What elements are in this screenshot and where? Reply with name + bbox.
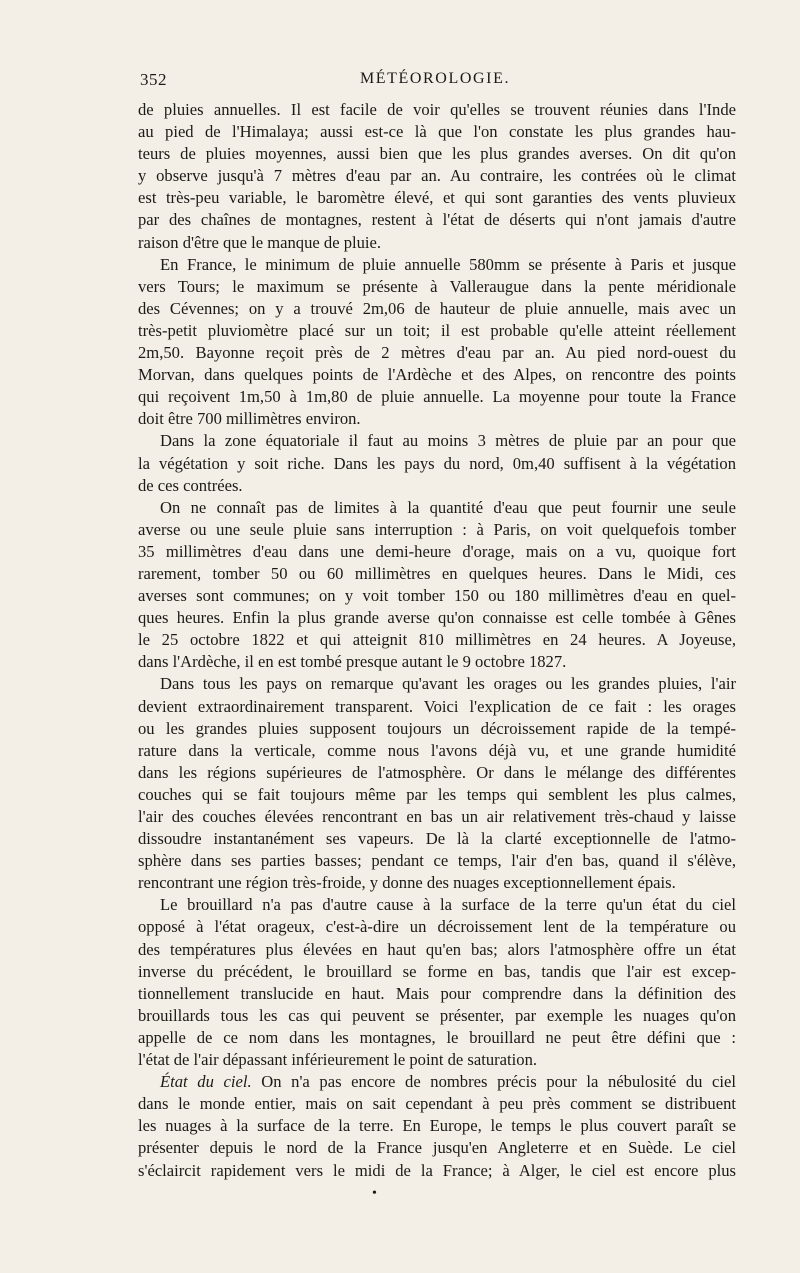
text-line: qui reçoivent 1m,50 à 1m,80 de pluie annuelle. La moyenne pour toute la France (138, 387, 736, 407)
text-line: l'air des couches élevées rencontrant en bas un air relativement très-chaud y laisse (138, 807, 736, 826)
text-line: présenter depuis le nord de la France jusqu'en Angleterre et en Suède. Le ciel (138, 1138, 736, 1158)
text-line: par des chaînes de montagnes, restent à l'état de déserts qui n'ont jamais d'autre (138, 210, 736, 230)
text-line: tionnellement translucide en haut. Mais pour comprendre dans la définition des (138, 983, 736, 1003)
text-line: de pluies annuelles. Il est facile de voir qu'elles se trouvent réunies dans l'Inde (138, 100, 736, 119)
text-line: doit être 700 millimètres environ. (138, 409, 361, 429)
text-line: Le brouillard n'a pas d'autre cause à la surface de la terre qu'un état du ciel (160, 895, 736, 915)
text-line: 2m,50. Bayonne reçoit près de 2 mètres d'eau par an. Au pied nord-ouest du (138, 343, 736, 363)
text-line: En France, le minimum de pluie annuelle 580mm se présente à Paris et jusque (160, 254, 736, 274)
text-line: raison d'être que le manque de pluie. (138, 232, 382, 252)
text-line: au pied de l'Himalaya; aussi est-ce là que l'on constate les plus grandes hau- (138, 122, 736, 142)
section-text: On n'a pas encore de nombres précis pour la nébulosité du ciel (251, 1072, 736, 1092)
text-line: averses sont communes; on y voit tomber 150 ou 180 millimètres d'eau en quel- (138, 586, 736, 606)
body-text (138, 99, 736, 1182)
text-line: ques heures. Enfin la plus grande averse qu'on connaisse est celle tombée à Gênes (138, 608, 736, 628)
text-line: On ne connaît pas de limites à la quantité d'eau que peut fournir une seule (160, 497, 736, 517)
text-line: rature dans la verticale, comme nous l'avons déjà vu, et une grande humidité (138, 740, 736, 760)
text-line: ou les grandes pluies supposent toujours un décroissement rapide de la tempé- (138, 718, 736, 738)
text-line: devient extraordinairement transparent. Voici l'explication de ce fait : les orages (138, 696, 736, 716)
text-line: appelle de ce nom dans les montagnes, le brouillard ne peut être défini que : (138, 1027, 736, 1047)
text-line: des températures plus élevées en haut qu'en bas; alors l'atmosphère offre un état (138, 939, 736, 959)
page-header (140, 70, 730, 96)
text-line: inverse du précédent, le brouillard se forme en bas, tandis que l'air est excep- (138, 961, 736, 981)
text-line: des Cévennes; on y a trouvé 2m,06 de hauteur de pluie annuelle, mais avec un (138, 298, 736, 318)
text-line: les nuages à la surface de la terre. En Europe, le temps le plus couvert paraît se (138, 1116, 736, 1136)
text-line: rarement, tomber 50 ou 60 millimètres en quelques heures. Dans le Midi, ces (138, 563, 736, 583)
text-line (138, 1071, 736, 1093)
page-number: 352 (140, 70, 167, 89)
text-line: y observe jusqu'à 7 mètres d'eau par an. Au contraire, les contrées où le climat (138, 166, 736, 186)
text-line: Dans tous les pays on remarque qu'avant les orages ou les grandes pluies, l'air (160, 674, 736, 694)
text-line: Dans la zone équatoriale il faut au moins 3 mètres de pluie par an pour que (160, 431, 736, 451)
text-line: 35 millimètres d'eau dans une demi-heure d'orage, mais on a vu, quoique fort (138, 541, 736, 561)
text-line: dissoudre instantanément ses vapeurs. De là la clarté exceptionnelle de l'atmo- (138, 829, 736, 849)
text-line: dans le monde entier, mais on sait cependant à peu près comment se distribuent (138, 1094, 736, 1114)
text-line: Morvan, dans quelques points de l'Ardèche et des Alpes, on rencontre des points (138, 365, 736, 385)
text-line: l'état de l'air dépassant inférieurement le point de saturation. (138, 1050, 538, 1070)
text-line: est très-peu variable, le baromètre élevé, et qui sont garanties des vents pluvieux (138, 188, 736, 208)
text-line: teurs de pluies moyennes, aussi bien que les plus grandes averses. On dit qu'on (138, 144, 736, 164)
text-line: vers Tours; le maximum se présente à Valleraugue dans la pente méridionale (138, 276, 736, 296)
text-line: brouillards tous les cas qui peuvent se présenter, par exemple les nuages qu'on (138, 1005, 736, 1025)
section-heading-italic: État du ciel. (160, 1072, 252, 1092)
text-line: s'éclaircit rapidement vers le midi de la France; à Alger, le ciel est encore plus (138, 1160, 736, 1180)
printer-mark: • (372, 1186, 377, 1201)
text-line: le 25 octobre 1822 et qui atteignit 810 millimètres en 24 heures. A Joyeuse, (138, 630, 736, 650)
text-line: dans les régions supérieures de l'atmosphère. Or dans le mélange des différentes (138, 762, 736, 782)
text-line: de ces contrées. (138, 475, 243, 495)
text-line: couches qui se fait toujours même par les temps qui semblent les plus calmes, (138, 784, 736, 804)
text-line: opposé à l'état orageux, c'est-à-dire un décroissement lent de la température ou (138, 917, 736, 937)
text-line: très-petit pluviomètre placé sur un toit; il est probable qu'elle atteint réellement (138, 320, 736, 340)
running-title: MÉTÉOROLOGIE. (359, 70, 511, 87)
text-line: dans l'Ardèche, il en est tombé presque autant le 9 octobre 1827. (138, 652, 567, 672)
text-line: sphère dans ses parties basses; pendant ce temps, l'air d'en bas, quand il s'élève, (138, 851, 736, 871)
text-line: la végétation y soit riche. Dans les pays du nord, 0m,40 suffisent à la végétation (138, 453, 736, 473)
text-line: averse ou une seule pluie sans interruption : à Paris, on voit quelquefois tomber (138, 519, 736, 539)
text-line: rencontrant une région très-froide, y donne des nuages exceptionnellement épais. (138, 873, 676, 893)
